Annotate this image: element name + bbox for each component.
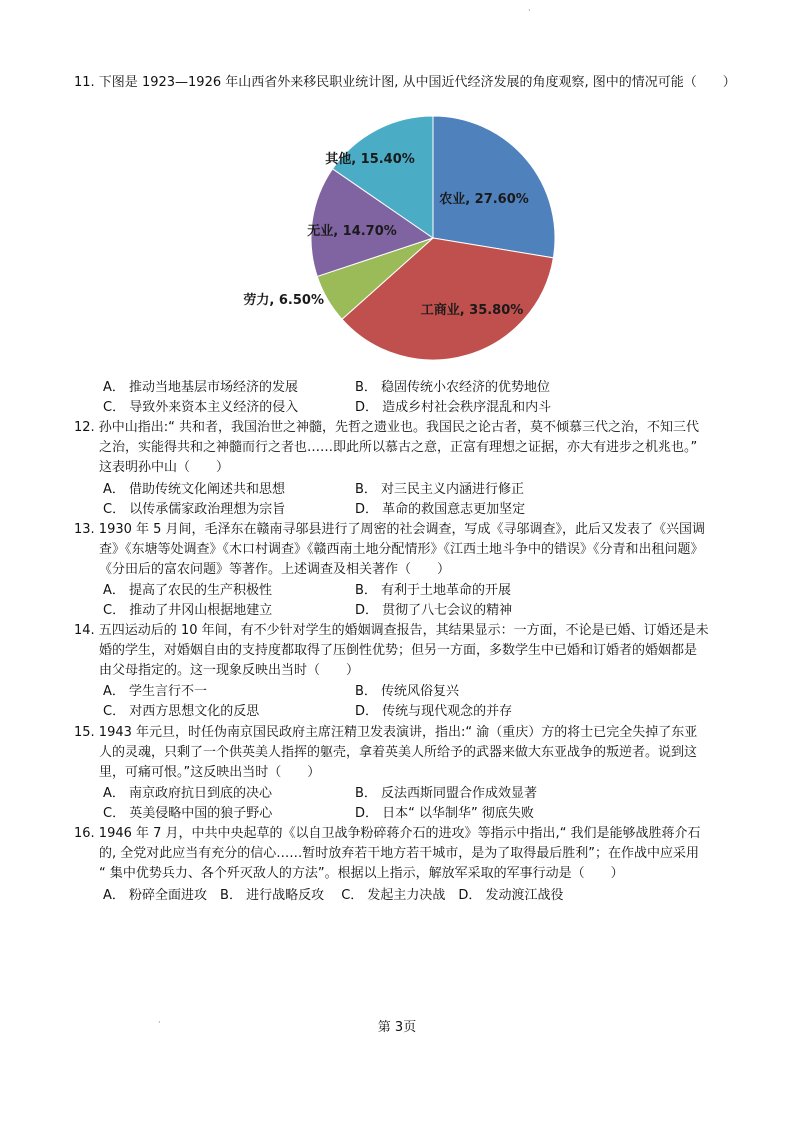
q14-option-c: C． 对西方思想文化的反思 xyxy=(103,704,260,719)
q15-option-a: A． 南京政府抗日到底的决心 xyxy=(103,786,273,801)
q16-stem-line: 的, 全党对此应当有充分的信心……暂时放弃若干地方若干城市，是为了取得最后胜利”；在作战中应采用 xyxy=(99,846,700,861)
q12-option-c: C． 以传承儒家政治理想为宗旨 xyxy=(103,502,286,517)
q15-option-d: D． 日本“ 以华制华” 彻底失败 xyxy=(355,806,534,821)
q11-option-a: A． 推动当地基层市场经济的发展 xyxy=(103,380,299,395)
q14-option-d: D． 传统与现代观念的并存 xyxy=(355,704,513,719)
q12-stem-line: 12. 孙中山指出:“ 共和者，我国治世之神髓，先哲之遗业也。我国民之论古者，莫不倾慕三代之治，不知三代 xyxy=(74,420,700,435)
occupation-pie-chart xyxy=(243,106,600,370)
q13-stem-line: 查》《东塘等处调查》《木口村调查》《赣西南土地分配情形》《江西土地斗争中的错误》《分青和出租问题》 xyxy=(99,542,704,557)
pie-slice-农业 xyxy=(433,116,555,258)
page-number: 第 3页 xyxy=(377,1020,417,1035)
q13-option-a: A． 提高了农民的生产积极性 xyxy=(103,583,273,598)
q12-option-a: A． 借助传统文化阐述共和思想 xyxy=(103,482,286,497)
q13-option-d: D． 贯彻了八七会议的精神 xyxy=(355,603,513,618)
q13-stem-line: 《分田后的富农问题》等著作。上述调查及相关著作（ ） xyxy=(99,562,451,577)
q13-stem-line: 13. 1930 年 5 月间，毛泽东在赣南寻邬县进行了周密的社会调查，写成《寻邬调查》，此后又发表了《兴国调 xyxy=(74,522,706,537)
q15-stem-line: 里，可痛可恨。”这反映出当时（ ） xyxy=(99,765,321,780)
q13-option-b: B． 有利于土地革命的开展 xyxy=(355,583,512,598)
q12-option-b: B． 对三民主义内涵进行修正 xyxy=(355,482,525,497)
q14-stem-line: 14. 五四运动后的 10 年间，有不少针对学生的婚姻调查报告，其结果显示：一方面，不论是已婚、订婚还是未 xyxy=(74,623,709,638)
q15-option-b: B． 反法西斯同盟合作成效显著 xyxy=(355,786,538,801)
q14-stem-line: 婚的学生，对婚姻自由的支持度都取得了压倒性优势；但另一方面，多数学生中已婚和订婚者的婚姻都是 xyxy=(99,643,698,658)
page-mark: · xyxy=(158,1018,161,1027)
pie-data-label: 无业, 14.70% xyxy=(307,224,397,239)
pie-data-label: 劳力, 6.50% xyxy=(243,293,324,308)
q12-stem-line: 这表明孙中山（ ） xyxy=(99,460,230,475)
q12-stem-line: 之治，实能得共和之神髓而行之者也……即此所以慕古之意，正富有理想之证据，亦大有进步之机兆也。” xyxy=(99,440,698,455)
q14-stem-line: 由父母指定的。这一现象反映出当时（ ） xyxy=(99,663,360,678)
pie-data-label: 其他, 15.40% xyxy=(325,152,415,167)
q14-option-a: A． 学生言行不一 xyxy=(103,684,208,699)
q15-option-c: C． 英美侵略中国的狼子野心 xyxy=(103,806,273,821)
q15-stem-line: 人的灵魂，只剩了一个供英美人指挥的躯壳，拿着英美人所给予的武器来做大东亚战争的叛逆者。说到这 xyxy=(99,745,698,760)
q12-option-d: D． 革命的救国意志更加坚定 xyxy=(355,502,526,517)
q11-stem-line: 11. 下图是 1923—1926 年山西省外来移民职业统计图, 从中国近代经济发展的角度观察, 图中的情况可能（ ） xyxy=(74,75,736,90)
q16-options: A． 粉碎全面进攻 B． 进行战略反攻 C． 发起主力决战 D． 发动渡江战役 xyxy=(103,888,564,903)
q13-option-c: C． 推动了井冈山根据地建立 xyxy=(103,603,273,618)
pie-data-label: 工商业, 35.80% xyxy=(420,303,524,318)
q15-stem-line: 15. 1943 年元旦，时任伪南京国民政府主席汪精卫发表演讲，指出:“ 渝（重庆）方的将士已完全失掉了东亚 xyxy=(74,725,698,740)
q14-option-b: B． 传统风俗复兴 xyxy=(355,684,460,699)
q11-option-b: B． 稳固传统小农经济的优势地位 xyxy=(355,380,551,395)
page-mark: · xyxy=(528,6,531,15)
q16-stem-line: “ 集中优势兵力、各个歼灭敌人的方法”。根据以上指示，解放军采取的军事行动是（ ） xyxy=(99,866,624,881)
q11-option-d: D． 造成乡村社会秩序混乱和内斗 xyxy=(355,400,552,415)
q16-stem-line: 16. 1946 年 7 月，中共中央起草的《以自卫战争粉碎蒋介石的进攻》等指示中指出,“ 我们是能够战胜蒋介石 xyxy=(74,826,701,841)
q11-option-c: C． 导致外来资本主义经济的侵入 xyxy=(103,400,299,415)
pie-data-label: 农业, 27.60% xyxy=(439,192,529,207)
